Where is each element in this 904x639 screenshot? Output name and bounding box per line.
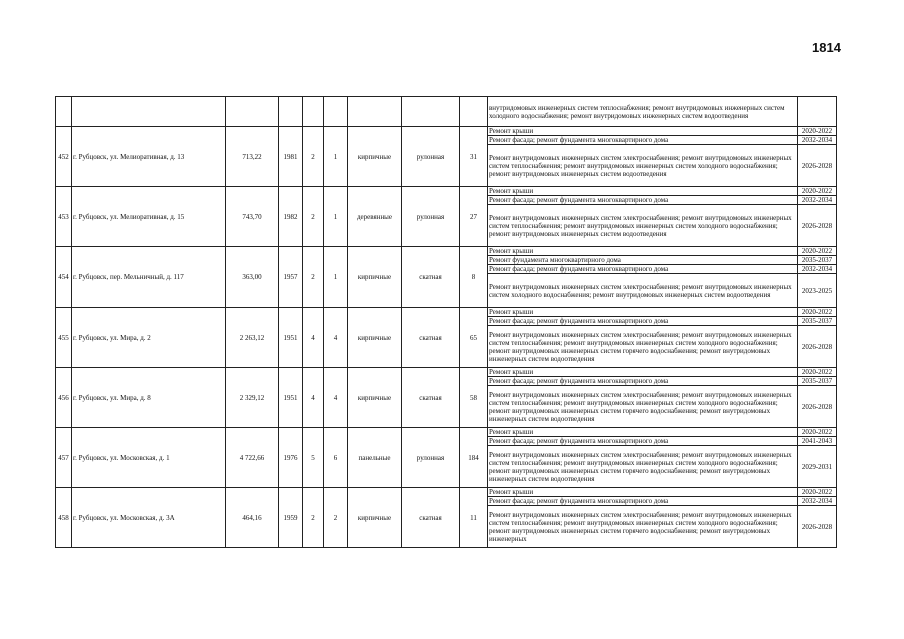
work-period: 2026-2028	[798, 205, 837, 247]
residents-cell: 11	[460, 488, 488, 548]
work-description: Ремонт внутридомовых инженерных систем электроснабжения; ремонт внутридомовых инженерных систем холодного водоснабжения; ремонт внутридомовых инженерных систем водоотведения	[488, 274, 798, 308]
page-number: 1814	[812, 40, 841, 55]
entrances-cell: 1	[324, 247, 348, 308]
work-description: Ремонт фундамента многоквартирного дома	[488, 256, 798, 265]
work-description: Ремонт крыши	[488, 428, 798, 437]
work-period: 2020-2022	[798, 428, 837, 437]
residents-cell: 8	[460, 247, 488, 308]
walls-material-cell: панельные	[348, 428, 402, 488]
work-period: 2026-2028	[798, 326, 837, 368]
work-description: Ремонт внутридомовых инженерных систем электроснабжения; ремонт внутридомовых инженерных систем теплоснабжения; ремонт внутридомовых инженерных систем холодного водоснабжения; ремонт внутридомовых инженерных систем водоотведения	[488, 145, 798, 187]
roof-type-cell: рулонная	[402, 428, 460, 488]
address-cell: г. Рубцовск, ул. Московская, д. 1	[72, 428, 226, 488]
work-period: 2035-2037	[798, 377, 837, 386]
work-description: Ремонт крыши	[488, 127, 798, 136]
work-period: 2020-2022	[798, 187, 837, 196]
address-cell: г. Рубцовск, пер. Мельничный, д. 117	[72, 247, 226, 308]
table-row	[56, 127, 837, 136]
work-description: Ремонт фасада; ремонт фундамента многоквартирного дома	[488, 196, 798, 205]
work-description: Ремонт крыши	[488, 368, 798, 377]
entrances-cell: 6	[324, 428, 348, 488]
table-row	[56, 187, 837, 196]
work-description: Ремонт крыши	[488, 187, 798, 196]
area-cell: 464,16	[226, 488, 279, 548]
address-cell: г. Рубцовск, ул. Мира, д. 2	[72, 308, 226, 368]
table-body	[56, 97, 837, 548]
roof-type-cell: скатная	[402, 368, 460, 428]
row-number: 452	[56, 127, 72, 187]
area-cell: 743,70	[226, 187, 279, 247]
row-number: 456	[56, 368, 72, 428]
continuation-row	[56, 97, 837, 127]
work-description: Ремонт крыши	[488, 488, 798, 497]
row-number: 454	[56, 247, 72, 308]
year-cell: 1951	[279, 308, 303, 368]
walls-material-cell: кирпичные	[348, 368, 402, 428]
roof-type-cell: скатная	[402, 488, 460, 548]
area-cell: 713,22	[226, 127, 279, 187]
year-cell: 1951	[279, 368, 303, 428]
area-cell: 2 263,12	[226, 308, 279, 368]
table-row	[56, 368, 837, 377]
row-number: 457	[56, 428, 72, 488]
work-period: 2020-2022	[798, 368, 837, 377]
residents-cell: 65	[460, 308, 488, 368]
entrances-cell: 1	[324, 127, 348, 187]
roof-type-cell: скатная	[402, 247, 460, 308]
work-period: 2020-2022	[798, 247, 837, 256]
row-number: 458	[56, 488, 72, 548]
area-cell: 363,00	[226, 247, 279, 308]
address-cell: г. Рубцовск, ул. Мелиоративная, д. 15	[72, 187, 226, 247]
row-number: 455	[56, 308, 72, 368]
work-description: Ремонт фасада; ремонт фундамента многоквартирного дома	[488, 265, 798, 274]
address-cell: г. Рубцовск, ул. Московская, д. 3А	[72, 488, 226, 548]
work-description: Ремонт фасада; ремонт фундамента многоквартирного дома	[488, 136, 798, 145]
address-cell: г. Рубцовск, ул. Мелиоративная, д. 13	[72, 127, 226, 187]
work-period: 2032-2034	[798, 265, 837, 274]
entrances-cell: 4	[324, 308, 348, 368]
entrances-cell: 2	[324, 488, 348, 548]
work-description: Ремонт крыши	[488, 308, 798, 317]
work-description: Ремонт фасада; ремонт фундамента многоквартирного дома	[488, 317, 798, 326]
work-description: Ремонт фасада; ремонт фундамента многоквартирного дома	[488, 377, 798, 386]
housing-repair-table	[55, 96, 837, 548]
work-period: 2026-2028	[798, 145, 837, 187]
walls-material-cell: кирпичные	[348, 247, 402, 308]
residents-cell: 27	[460, 187, 488, 247]
floors-cell: 2	[303, 127, 324, 187]
floors-cell: 4	[303, 368, 324, 428]
work-period: 2032-2034	[798, 497, 837, 506]
walls-material-cell: кирпичные	[348, 127, 402, 187]
work-period: 2026-2028	[798, 386, 837, 428]
entrances-cell: 1	[324, 187, 348, 247]
work-description: Ремонт фасада; ремонт фундамента многоквартирного дома	[488, 437, 798, 446]
work-period: 2035-2037	[798, 317, 837, 326]
roof-type-cell: скатная	[402, 308, 460, 368]
walls-material-cell: деревянные	[348, 187, 402, 247]
year-cell: 1959	[279, 488, 303, 548]
work-description: Ремонт внутридомовых инженерных систем электроснабжения; ремонт внутридомовых инженерных систем теплоснабжения; ремонт внутридомовых инженерных систем холодного водоснабжения; ремонт внутридомовых инженерных систем горячего водоснабжения; ремонт внутридомовых инженерных систем водоотведения	[488, 326, 798, 368]
table-row	[56, 308, 837, 317]
work-period: 2020-2022	[798, 488, 837, 497]
work-period: 2029-2031	[798, 446, 837, 488]
work-period	[798, 97, 837, 127]
residents-cell: 58	[460, 368, 488, 428]
floors-cell: 5	[303, 428, 324, 488]
work-period: 2020-2022	[798, 127, 837, 136]
work-period: 2032-2034	[798, 196, 837, 205]
walls-material-cell: кирпичные	[348, 308, 402, 368]
work-description: Ремонт внутридомовых инженерных систем электроснабжения; ремонт внутридомовых инженерных систем теплоснабжения; ремонт внутридомовых инженерных систем холодного водоснабжения; ремонт внутридомовых инженерных систем горячего водоснабжения; ремонт внутридомовых инженерных систем водоотведения	[488, 446, 798, 488]
table-row	[56, 428, 837, 437]
work-period: 2023-2025	[798, 274, 837, 308]
row-number: 453	[56, 187, 72, 247]
address-cell: г. Рубцовск, ул. Мира, д. 8	[72, 368, 226, 428]
year-cell: 1957	[279, 247, 303, 308]
area-cell: 4 722,66	[226, 428, 279, 488]
work-period: 2035-2037	[798, 256, 837, 265]
year-cell: 1982	[279, 187, 303, 247]
roof-type-cell: рулонная	[402, 127, 460, 187]
floors-cell: 2	[303, 247, 324, 308]
roof-type-cell: рулонная	[402, 187, 460, 247]
work-period: 2026-2028	[798, 506, 837, 548]
residents-cell: 184	[460, 428, 488, 488]
work-description: Ремонт фасада; ремонт фундамента многоквартирного дома	[488, 497, 798, 506]
work-description: Ремонт внутридомовых инженерных систем электроснабжения; ремонт внутридомовых инженерных систем теплоснабжения; ремонт внутридомовых инженерных систем холодного водоснабжения; ремонт внутридомовых инженерных систем водоотведения	[488, 205, 798, 247]
floors-cell: 4	[303, 308, 324, 368]
work-description: Ремонт внутридомовых инженерных систем электроснабжения; ремонт внутридомовых инженерных систем теплоснабжения; ремонт внутридомовых инженерных систем холодного водоснабжения; ремонт внутридомовых инженерных систем горячего водоснабжения; ремонт внутридомовых инженерных систем водоотведения	[488, 386, 798, 428]
residents-cell: 31	[460, 127, 488, 187]
work-period: 2020-2022	[798, 308, 837, 317]
work-description: Ремонт внутридомовых инженерных систем электроснабжения; ремонт внутридомовых инженерных систем теплоснабжения; ремонт внутридомовых инженерных систем холодного водоснабжения; ремонт внутридомовых инженерных систем горячего водоснабжения; ремонт внутридомовых инженерных	[488, 506, 798, 548]
walls-material-cell: кирпичные	[348, 488, 402, 548]
area-cell: 2 329,12	[226, 368, 279, 428]
floors-cell: 2	[303, 488, 324, 548]
table-row	[56, 488, 837, 497]
work-period: 2032-2034	[798, 136, 837, 145]
work-period: 2041-2043	[798, 437, 837, 446]
entrances-cell: 4	[324, 368, 348, 428]
work-description: внутридомовых инженерных систем теплоснабжения; ремонт внутридомовых инженерных систем холодного водоснабжения; ремонт внутридомовых инженерных систем водоотведения	[488, 97, 798, 127]
year-cell: 1981	[279, 127, 303, 187]
floors-cell: 2	[303, 187, 324, 247]
work-description: Ремонт крыши	[488, 247, 798, 256]
table-row	[56, 247, 837, 256]
year-cell: 1976	[279, 428, 303, 488]
